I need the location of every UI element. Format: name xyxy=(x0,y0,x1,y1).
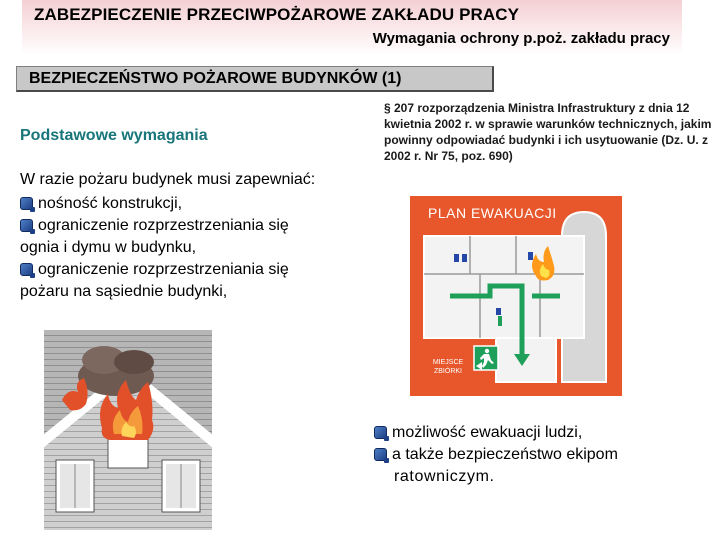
evacuation-plan-title: PLAN EWAKUACJI xyxy=(428,205,557,221)
list-item xyxy=(374,444,694,488)
section-banner xyxy=(16,66,494,92)
bullet-icon xyxy=(20,219,33,232)
list-item xyxy=(374,422,694,444)
basic-requirements-heading: Podstawowe wymagania xyxy=(20,127,208,144)
list-item xyxy=(20,215,360,259)
requirements-intro: W razie pożaru budynek musi zapewniać: xyxy=(20,171,316,188)
page-title: ZABEZPIECZENIE PRZECIWPOŻAROWE ZAKŁADU PRACY xyxy=(34,5,520,24)
list-item-text-continued: ratowniczym. xyxy=(394,468,495,485)
requirements-list xyxy=(20,193,360,303)
assembly-point-label: MIEJSCE ZBIÓRKI xyxy=(432,359,464,375)
burning-house-image xyxy=(44,330,212,530)
page-subtitle: Wymagania ochrony p.poż. zakładu pracy xyxy=(372,30,670,47)
section-title: BEZPIECZEŃSTWO POŻAROWE BUDYNKÓW (1) xyxy=(29,69,402,87)
bullet-icon xyxy=(374,448,387,461)
list-item-text: nośność konstrukcji, xyxy=(38,195,183,212)
list-item-text: możliwość ewakuacji ludzi, xyxy=(392,424,583,441)
evacuation-list xyxy=(374,422,694,488)
list-item-text-continued: ognia i dymu w budynku, xyxy=(20,239,197,256)
bullet-icon xyxy=(20,197,33,210)
bullet-icon xyxy=(20,263,33,276)
bullet-icon xyxy=(374,426,387,439)
list-item xyxy=(20,259,360,303)
list-item-text: ograniczenie rozprzestrzeniania się xyxy=(38,217,289,234)
list-item xyxy=(20,193,360,215)
list-item-text-continued: pożaru na sąsiednie budynki, xyxy=(20,283,228,300)
list-item-text: ograniczenie rozprzestrzeniania się xyxy=(38,261,289,278)
list-item-text: a także bezpieczeństwo ekipom xyxy=(392,446,618,463)
regulation-reference: § 207 rozporządzenia Ministra Infrastruktury z dnia 12 kwietnia 2002 r. w sprawie warunków technicznych, jakim powinny odpowiadać budynki i ich usytuowanie (Dz. U. z 2002 r. Nr 75, poz. 690) xyxy=(384,101,712,163)
